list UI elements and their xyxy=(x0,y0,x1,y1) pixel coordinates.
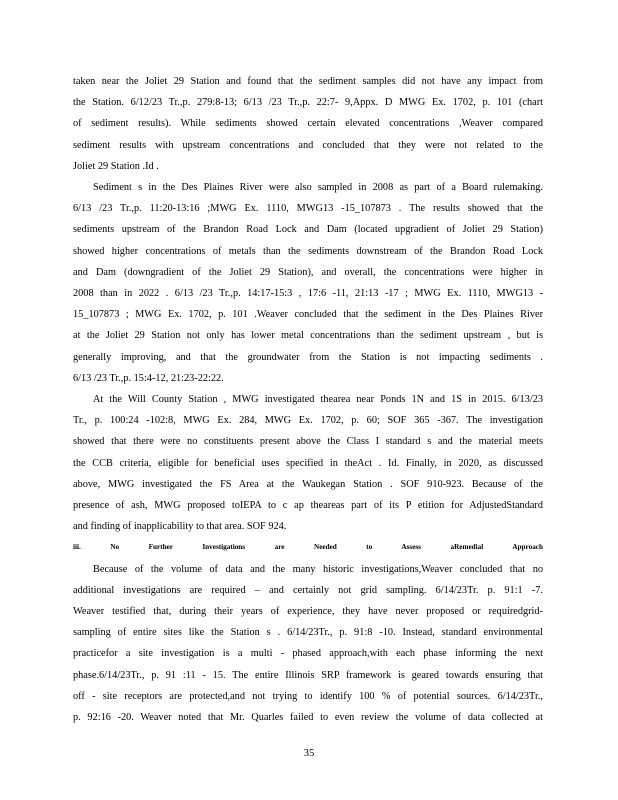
page-number: 35 xyxy=(303,748,315,759)
text-line: of sediment results). While sediments showed certain elevated concentrations ,Weaver compared xyxy=(73,118,543,130)
text-line: Sediment s in the Des Plaines River were also sampled in 2008 as part of a Board rulemaking. xyxy=(93,182,543,194)
text-line: 6/13 /23 Tr.,p. 11:20-13:16 ;MWG Ex. 1110, MWG13 -15_107873 . The results showed that the xyxy=(73,203,543,215)
text-line: generally improving, and that the groundwater from the Station is not impacting sediments . xyxy=(73,351,543,363)
text-line: additional investigations are required – and certainly not grid sampling. 6/14/23Tr. p. 91:1 -7. xyxy=(73,584,543,596)
text-line: sampling of entire sites like the Station s . 6/14/23Tr., p. 91:8 -10. Instead, standard environmental xyxy=(73,627,543,639)
text-line: Weaver testified that, during their years of experience, they have never proposed or requiredgrid- xyxy=(73,606,543,618)
text-line: and Dam (downgradient of the Joliet 29 Station), and overall, the concentrations were higher in xyxy=(73,266,543,278)
text-line: 15_107873 ; MWG Ex. 1702, p. 101 .Weaver concluded that the sediment in the Des Plaines River xyxy=(73,309,543,321)
text-line: at the Joliet 29 Station not only has lower metal concentrations than the sediment upstream , but is xyxy=(73,330,543,342)
text-line: the CCB criteria, eligible for beneficial uses specified in theAct . Id. Finally, in 2020, as discussed xyxy=(73,457,543,469)
text-line: presence of ash, MWG proposed toIEPA to c ap theareas part of its P etition for AdjustedStandard xyxy=(73,500,543,512)
text-line: taken near the Joliet 29 Station and found that the sediment samples did not have any impact from xyxy=(73,76,543,87)
text-line: and finding of inapplicability to that area. SOF 924. xyxy=(73,521,287,533)
text-line: 2008 than in 2022 . 6/13 /23 Tr.,p. 14:17-15:3 , 17:6 -11, 21:13 -17 ; MWG Ex. 1110, MWG13 - xyxy=(73,288,543,300)
text-line: At the Will County Station , MWG investigated thearea near Ponds 1N and 1S in 2015. 6/13/23 xyxy=(93,394,543,406)
text-line: showed that there were no constituents present above the Class I standard s and the material meets xyxy=(73,436,543,448)
text-line: sediments upstream of the Brandon Road Lock and Dam (located upgradient of Joliet 29 Station) xyxy=(73,224,543,236)
text-line: Joliet 29 Station .Id . xyxy=(73,160,159,172)
paragraph-des-plaines-sediments xyxy=(73,177,543,389)
text-line: 6/13 /23 Tr.,p. 15:4-12, 21:23-22:22. xyxy=(73,372,224,384)
paragraph-no-further-investigations xyxy=(73,559,543,729)
document-body xyxy=(73,71,543,728)
text-line: above, MWG investigated the FS Area at the Waukegan Station . SOF 910-923. Because of the xyxy=(73,478,543,490)
paragraph-will-county xyxy=(73,389,543,537)
text-line: the Station. 6/12/23 Tr.,p. 279:8-13; 6/13 /23 Tr.,p. 22:7- 9,Appx. D MWG Ex. 1702, p. 101 (chart xyxy=(73,97,543,109)
text-line: p. 92:16 -20. Weaver noted that Mr. Quarles failed to even review the volume of data collected at xyxy=(73,712,543,724)
text-line: sediment results with upstream concentrations and concluded that they were not related to the xyxy=(73,139,543,151)
text-line: phase.6/14/23Tr., p. 91 :11 - 15. The entire Illinois SRP framework is geared towards ensuring that xyxy=(73,669,543,681)
text-line: Tr., p. 100:24 -102:8, MWG Ex. 284, MWG Ex. 1702, p. 60; SOF 365 -367. The investigation xyxy=(73,415,543,427)
text-line: showed higher concentrations of metals than the sediments downstream of the Brandon Road Lock xyxy=(73,245,543,257)
text-line: Because of the volume of data and the many historic investigations,Weaver concluded that no xyxy=(93,563,543,575)
text-line: off - site receptors are protected,and not trying to identify 100 % of potential sources. 6/14/23Tr., xyxy=(73,690,543,702)
section-heading: iii. No Further Investigations are Needed to Assess aRemedial Approach xyxy=(73,543,543,552)
text-line: practicefor a site investigation is a multi - phased approach,with each phase informing the next xyxy=(73,648,543,660)
paragraph-joliet-sediment xyxy=(73,71,543,177)
